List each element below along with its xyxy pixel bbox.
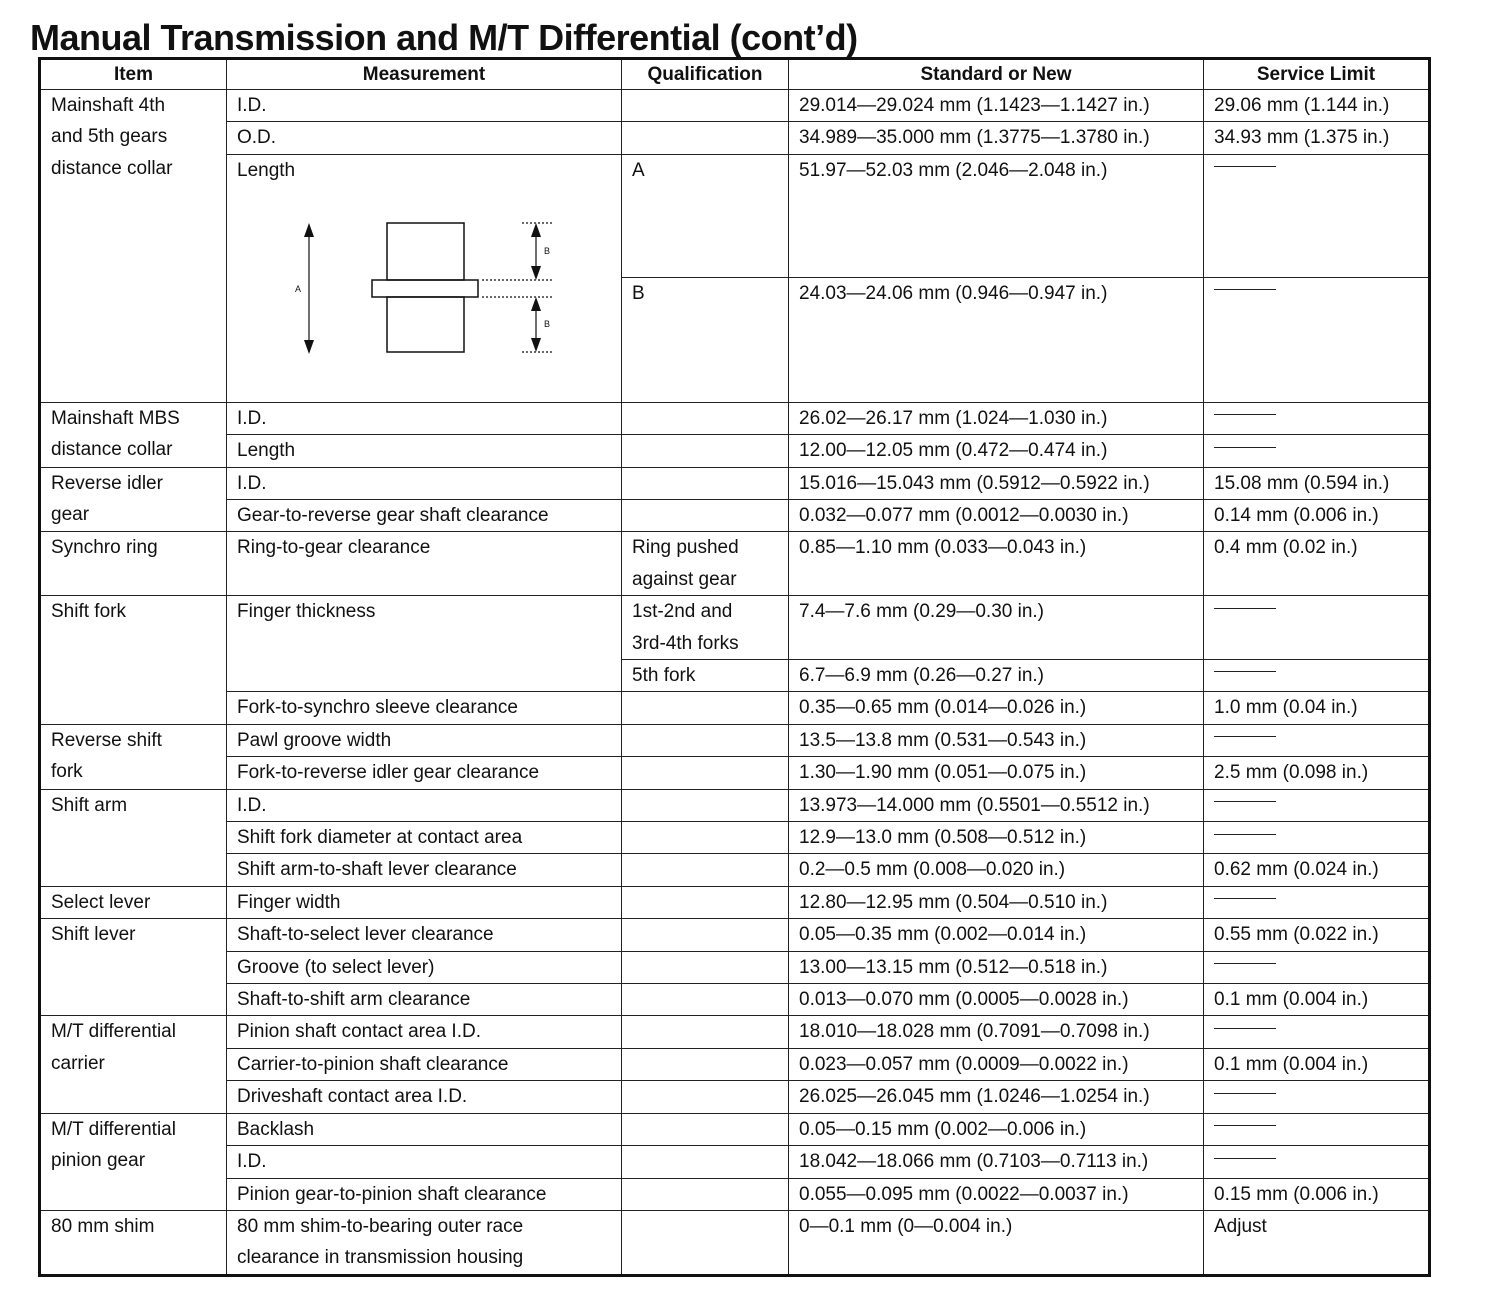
- item-cell: [40, 1113, 227, 1210]
- item-text-line: distance collar: [51, 157, 173, 179]
- measurement-cell: Shift arm-to-shaft lever clearance: [227, 854, 622, 886]
- measurement-cell: [227, 1210, 622, 1275]
- table-row: [40, 919, 1430, 951]
- item-text-line: Shift lever: [51, 924, 136, 946]
- item-cell: [40, 402, 227, 467]
- qualification-text-line: 3rd-4th forks: [632, 632, 739, 654]
- table-row: [40, 1081, 1430, 1113]
- table-row: [40, 1146, 1430, 1178]
- standard-cell: 0.032—0.077 mm (0.0012—0.0030 in.): [789, 500, 1204, 532]
- qualification-cell: [622, 854, 789, 886]
- limit-cell: [1204, 1146, 1430, 1178]
- arrowhead-icon: [304, 223, 314, 237]
- standard-cell: 12.80—12.95 mm (0.504—0.510 in.): [789, 886, 1204, 918]
- empty-value-dash: [1214, 1158, 1276, 1159]
- dimension-a-label: A: [295, 283, 302, 294]
- header-item: Item: [40, 59, 227, 90]
- standard-cell: 12.9—13.0 mm (0.508—0.512 in.): [789, 822, 1204, 854]
- limit-cell: 29.06 mm (1.144 in.): [1204, 90, 1430, 122]
- table-row: [40, 724, 1430, 756]
- standard-cell: 29.014—29.024 mm (1.1423—1.1427 in.): [789, 90, 1204, 122]
- qualification-text-line: against gear: [632, 568, 737, 590]
- limit-cell: 0.4 mm (0.02 in.): [1204, 532, 1430, 596]
- limit-cell: 0.1 mm (0.004 in.): [1204, 984, 1430, 1016]
- table-row: [40, 154, 1430, 277]
- item-text-line: distance collar: [51, 439, 173, 461]
- item-cell: [40, 919, 227, 1016]
- item-text-line: M/T differential: [51, 1021, 176, 1043]
- measurement-cell: I.D.: [227, 789, 622, 821]
- standard-cell: 26.025—26.045 mm (1.0246—1.0254 in.): [789, 1081, 1204, 1113]
- table-row: [40, 984, 1430, 1016]
- qualification-cell: [622, 822, 789, 854]
- table-row: [40, 532, 1430, 596]
- measurement-cell: Fork-to-reverse idler gear clearance: [227, 757, 622, 789]
- standard-cell: 26.02—26.17 mm (1.024—1.030 in.): [789, 402, 1204, 434]
- measurement-cell: O.D.: [227, 122, 622, 154]
- arrowhead-icon: [531, 338, 541, 352]
- qualification-cell: [622, 919, 789, 951]
- item-cell: [40, 886, 227, 918]
- item-text-line: Select lever: [51, 891, 151, 913]
- item-text-line: Synchro ring: [51, 537, 158, 559]
- measurement-cell: Shift fork diameter at contact area: [227, 822, 622, 854]
- limit-cell: [1204, 724, 1430, 756]
- standard-cell: 34.989—35.000 mm (1.3775—1.3780 in.): [789, 122, 1204, 154]
- qualification-cell: [622, 757, 789, 789]
- standard-cell: 12.00—12.05 mm (0.472—0.474 in.): [789, 435, 1204, 467]
- limit-cell: 0.1 mm (0.004 in.): [1204, 1048, 1430, 1080]
- collar-upper-body: [387, 223, 464, 280]
- collar-lower-body: [387, 297, 464, 352]
- limit-cell: 2.5 mm (0.098 in.): [1204, 757, 1430, 789]
- item-text-line: Shift arm: [51, 794, 128, 816]
- item-cell: [40, 467, 227, 532]
- item-cell: [40, 724, 227, 789]
- measurement-cell: Shaft-to-shift arm clearance: [227, 984, 622, 1016]
- measurement-cell: Pawl groove width: [227, 724, 622, 756]
- qualification-cell: [622, 1113, 789, 1145]
- qualification-cell: B: [622, 277, 789, 402]
- measurement-cell: Ring-to-gear clearance: [227, 532, 622, 596]
- standard-cell: 13.973—14.000 mm (0.5501—0.5512 in.): [789, 789, 1204, 821]
- item-text-line: Reverse idler: [51, 472, 163, 494]
- limit-cell: 0.14 mm (0.006 in.): [1204, 500, 1430, 532]
- table-row: [40, 886, 1430, 918]
- qualification-cell: [622, 1178, 789, 1210]
- standard-cell: 13.00—13.15 mm (0.512—0.518 in.): [789, 951, 1204, 983]
- measurement-cell: I.D.: [227, 90, 622, 122]
- empty-value-dash: [1214, 963, 1276, 964]
- qualification-cell: [622, 951, 789, 983]
- qualification-cell: [622, 789, 789, 821]
- header-measurement: Measurement: [227, 59, 622, 90]
- item-text-line: pinion gear: [51, 1150, 146, 1172]
- arrowhead-icon: [531, 297, 541, 311]
- standard-cell: 1.30—1.90 mm (0.051—0.075 in.): [789, 757, 1204, 789]
- measurement-cell: Length: [227, 435, 622, 467]
- item-text-line: and 5th gears: [51, 126, 168, 148]
- qualification-cell: [622, 1016, 789, 1048]
- measurement-cell: Pinion gear-to-pinion shaft clearance: [227, 1178, 622, 1210]
- dimension-b-top-label: B: [544, 245, 551, 256]
- header-qualification: Qualification: [622, 59, 789, 90]
- item-text-line: 80 mm shim: [51, 1215, 155, 1237]
- standard-cell: 0—0.1 mm (0—0.004 in.): [789, 1210, 1204, 1275]
- empty-value-dash: [1214, 736, 1276, 737]
- empty-value-dash: [1214, 834, 1276, 835]
- item-text-line: gear: [51, 504, 90, 526]
- empty-value-dash: [1214, 1125, 1276, 1126]
- measurement-cell: I.D.: [227, 467, 622, 499]
- measurement-cell: Carrier-to-pinion shaft clearance: [227, 1048, 622, 1080]
- standard-cell: 0.05—0.15 mm (0.002—0.006 in.): [789, 1113, 1204, 1145]
- qualification-cell: [622, 692, 789, 724]
- collar-flange: [372, 280, 478, 297]
- item-text-line: Shift fork: [51, 601, 126, 623]
- limit-cell: 15.08 mm (0.594 in.): [1204, 467, 1430, 499]
- table-row: [40, 435, 1430, 467]
- qualification-cell: [622, 1048, 789, 1080]
- qualification-cell: [622, 467, 789, 499]
- qualification-cell: [622, 984, 789, 1016]
- measurement-text-line: 80 mm shim-to-bearing outer race: [237, 1215, 524, 1237]
- table-row: [40, 757, 1430, 789]
- limit-cell: 0.15 mm (0.006 in.): [1204, 1178, 1430, 1210]
- standard-cell: 24.03—24.06 mm (0.946—0.947 in.): [789, 277, 1204, 402]
- arrowhead-icon: [304, 340, 314, 354]
- limit-cell: [1204, 789, 1430, 821]
- standard-cell: 18.042—18.066 mm (0.7103—0.7113 in.): [789, 1146, 1204, 1178]
- measurement-text: Length: [237, 159, 296, 181]
- limit-cell: [1204, 154, 1430, 277]
- measurement-cell: Gear-to-reverse gear shaft clearance: [227, 500, 622, 532]
- table-row: [40, 1113, 1430, 1145]
- measurement-cell: I.D.: [227, 402, 622, 434]
- item-text-line: Reverse shift: [51, 729, 162, 751]
- limit-cell: [1204, 886, 1430, 918]
- standard-cell: 18.010—18.028 mm (0.7091—0.7098 in.): [789, 1016, 1204, 1048]
- table-row: [40, 951, 1430, 983]
- item-text-line: fork: [51, 761, 83, 783]
- item-text-line: carrier: [51, 1052, 105, 1074]
- limit-cell: [1204, 660, 1430, 692]
- measurement-text-line: clearance in transmission housing: [237, 1247, 524, 1269]
- header-row: [40, 59, 1430, 90]
- specification-table: [38, 57, 1431, 1277]
- qualification-text-line: Ring pushed: [632, 537, 739, 559]
- table-row: [40, 1016, 1430, 1048]
- empty-value-dash: [1214, 1093, 1276, 1094]
- standard-cell: 7.4—7.6 mm (0.29—0.30 in.): [789, 596, 1204, 660]
- table-row: [40, 1048, 1430, 1080]
- page-title: Manual Transmission and M/T Differential (cont’d): [30, 17, 858, 58]
- empty-value-dash: [1214, 671, 1276, 672]
- limit-cell: 0.62 mm (0.024 in.): [1204, 854, 1430, 886]
- qualification-cell: [622, 1210, 789, 1275]
- limit-cell: 34.93 mm (1.375 in.): [1204, 122, 1430, 154]
- measurement-cell: Driveshaft contact area I.D.: [227, 1081, 622, 1113]
- measurement-cell: Shaft-to-select lever clearance: [227, 919, 622, 951]
- table-row: [40, 596, 1430, 660]
- qualification-cell: [622, 886, 789, 918]
- qualification-cell: [622, 532, 789, 596]
- limit-cell: Adjust: [1204, 1210, 1430, 1275]
- limit-cell: [1204, 402, 1430, 434]
- measurement-cell: Groove (to select lever): [227, 951, 622, 983]
- limit-cell: [1204, 596, 1430, 660]
- table-row: [40, 692, 1430, 724]
- empty-value-dash: [1214, 414, 1276, 415]
- header-standard: Standard or New: [789, 59, 1204, 90]
- item-text-line: M/T differential: [51, 1118, 176, 1140]
- standard-cell: 0.055—0.095 mm (0.0022—0.0037 in.): [789, 1178, 1204, 1210]
- standard-cell: 0.023—0.057 mm (0.0009—0.0022 in.): [789, 1048, 1204, 1080]
- qualification-cell: [622, 122, 789, 154]
- qualification-cell: A: [622, 154, 789, 277]
- table-row: [40, 467, 1430, 499]
- distance-collar-diagram: [227, 155, 622, 403]
- empty-value-dash: [1214, 898, 1276, 899]
- item-cell: [40, 1016, 227, 1113]
- measurement-cell: Finger thickness: [227, 596, 622, 692]
- limit-cell: 0.55 mm (0.022 in.): [1204, 919, 1430, 951]
- limit-cell: [1204, 1016, 1430, 1048]
- header-service-limit: Service Limit: [1204, 59, 1430, 90]
- standard-cell: 15.016—15.043 mm (0.5912—0.5922 in.): [789, 467, 1204, 499]
- item-cell: [40, 532, 227, 596]
- standard-cell: 13.5—13.8 mm (0.531—0.543 in.): [789, 724, 1204, 756]
- standard-cell: 0.35—0.65 mm (0.014—0.026 in.): [789, 692, 1204, 724]
- item-cell: [40, 1210, 227, 1275]
- arrowhead-icon: [531, 223, 541, 237]
- empty-value-dash: [1214, 608, 1276, 609]
- qualification-cell: [622, 500, 789, 532]
- empty-value-dash: [1214, 447, 1276, 448]
- limit-cell: [1204, 435, 1430, 467]
- standard-cell: 6.7—6.9 mm (0.26—0.27 in.): [789, 660, 1204, 692]
- qualification-text-line: 1st-2nd and: [632, 601, 733, 623]
- qualification-cell: 5th fork: [622, 660, 789, 692]
- limit-cell: [1204, 1081, 1430, 1113]
- empty-value-dash: [1214, 166, 1276, 167]
- limit-cell: [1204, 822, 1430, 854]
- empty-value-dash: [1214, 289, 1276, 290]
- dimension-b-bottom-label: B: [544, 318, 551, 329]
- qualification-cell: [622, 724, 789, 756]
- table-row: [40, 854, 1430, 886]
- limit-cell: [1204, 951, 1430, 983]
- standard-cell: 51.97—52.03 mm (2.046—2.048 in.): [789, 154, 1204, 277]
- item-cell: [40, 596, 227, 725]
- measurement-cell: Fork-to-synchro sleeve clearance: [227, 692, 622, 724]
- arrowhead-icon: [531, 266, 541, 280]
- qualification-cell: [622, 1146, 789, 1178]
- qualification-cell: [622, 596, 789, 660]
- table-row: [40, 402, 1430, 434]
- standard-cell: 0.05—0.35 mm (0.002—0.014 in.): [789, 919, 1204, 951]
- item-text-line: Mainshaft 4th: [51, 95, 166, 116]
- measurement-cell: Backlash: [227, 1113, 622, 1145]
- standard-cell: 0.85—1.10 mm (0.033—0.043 in.): [789, 532, 1204, 596]
- empty-value-dash: [1214, 1028, 1276, 1029]
- measurement-cell: I.D.: [227, 1146, 622, 1178]
- measurement-cell: Finger width: [227, 886, 622, 918]
- limit-cell: [1204, 277, 1430, 402]
- table-row: [40, 500, 1430, 532]
- qualification-cell: [622, 402, 789, 434]
- table-row: [40, 1178, 1430, 1210]
- table-row: [40, 90, 1430, 122]
- item-text-line: Mainshaft MBS: [51, 407, 180, 429]
- limit-cell: 1.0 mm (0.04 in.): [1204, 692, 1430, 724]
- empty-value-dash: [1214, 801, 1276, 802]
- limit-cell: [1204, 1113, 1430, 1145]
- item-cell: [40, 90, 227, 403]
- standard-cell: 0.013—0.070 mm (0.0005—0.0028 in.): [789, 984, 1204, 1016]
- standard-cell: 0.2—0.5 mm (0.008—0.020 in.): [789, 854, 1204, 886]
- table-row: [40, 1210, 1430, 1275]
- qualification-cell: [622, 435, 789, 467]
- qualification-cell: [622, 1081, 789, 1113]
- table-row: [40, 789, 1430, 821]
- table-row: [40, 122, 1430, 154]
- qualification-cell: [622, 90, 789, 122]
- measurement-cell: [227, 154, 622, 402]
- item-cell: [40, 789, 227, 886]
- measurement-cell: Pinion shaft contact area I.D.: [227, 1016, 622, 1048]
- table-row: [40, 822, 1430, 854]
